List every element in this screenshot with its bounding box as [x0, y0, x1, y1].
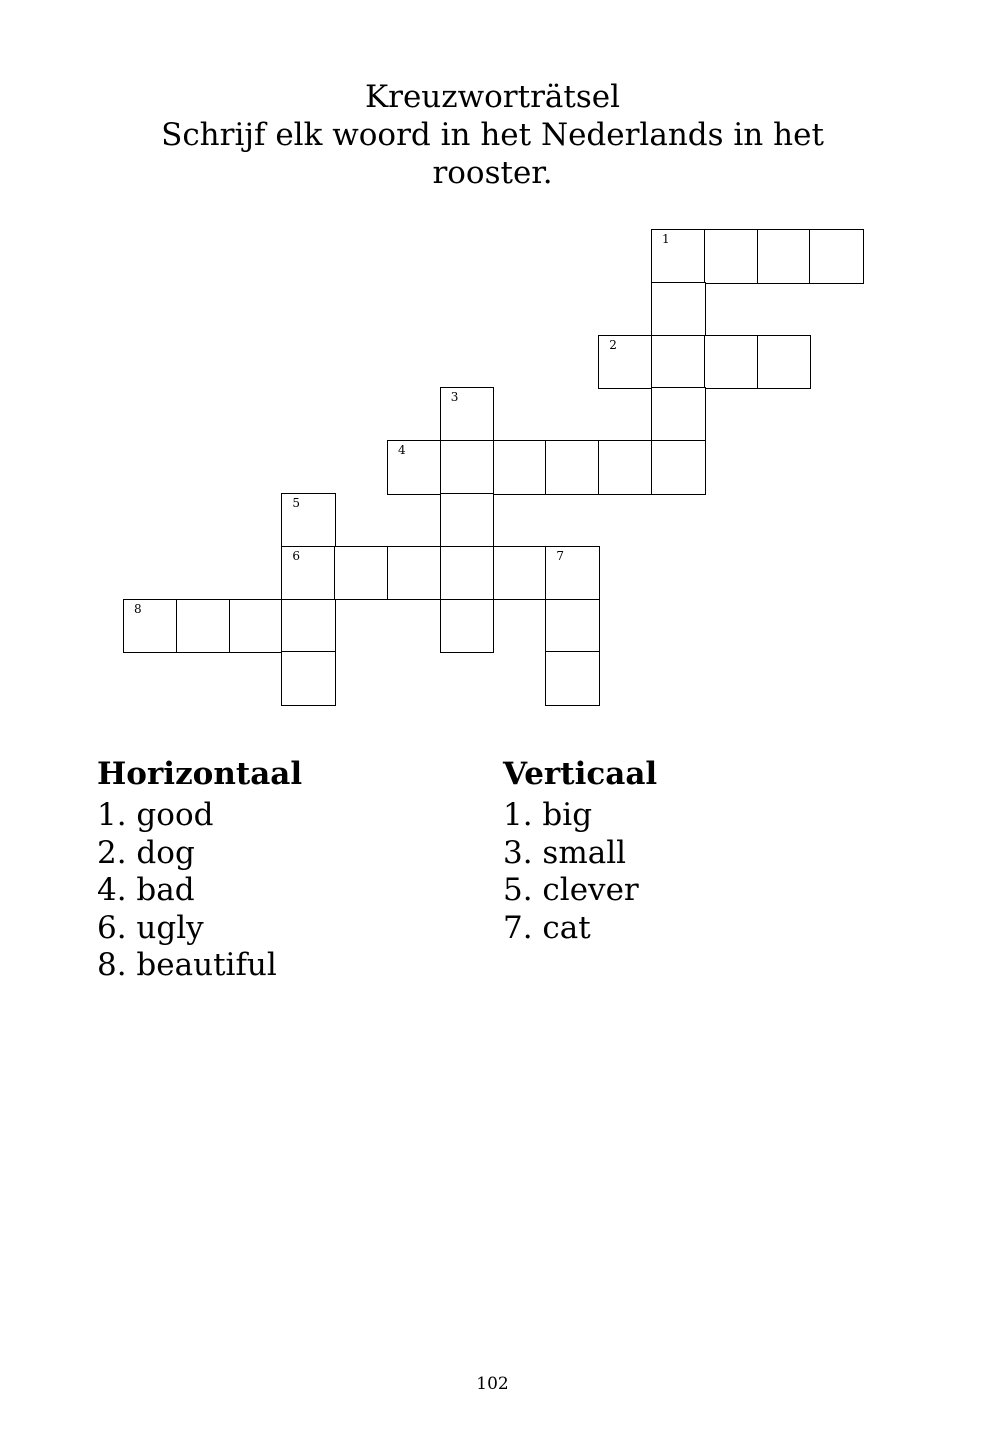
clue-number: 2	[609, 337, 617, 352]
grid-cell[interactable]	[651, 335, 706, 390]
page-title: Kreuzworträtsel	[364, 79, 621, 115]
grid-cell[interactable]	[651, 387, 706, 442]
instruction-line-1: Schrijf elk woord in het Nederlands in het	[161, 117, 824, 153]
down-clues	[503, 755, 657, 947]
grid-cell[interactable]	[545, 440, 600, 495]
grid-cell[interactable]	[598, 335, 653, 390]
grid-cell[interactable]	[281, 599, 336, 654]
grid-cell[interactable]	[598, 440, 653, 495]
grid-cell[interactable]	[281, 493, 336, 548]
grid-cell[interactable]	[176, 599, 231, 654]
grid-cell[interactable]	[809, 229, 864, 284]
clue-number: 4	[398, 443, 406, 458]
grid-cell[interactable]	[493, 546, 548, 601]
down-clue: 1. big	[503, 797, 593, 833]
down-clue: 7. cat	[503, 909, 591, 946]
grid-cell[interactable]	[334, 546, 389, 601]
page-number: 102	[476, 1374, 509, 1394]
clue-number: 1	[662, 232, 670, 246]
clue-number: 7	[556, 548, 565, 563]
down-heading: Verticaal	[503, 756, 658, 792]
grid-cell[interactable]	[281, 546, 336, 601]
grid-cell[interactable]	[281, 651, 336, 706]
grid-cell[interactable]	[704, 335, 759, 390]
grid-cell[interactable]	[440, 493, 495, 548]
down-clue: 5. clever	[503, 872, 639, 908]
grid-cell[interactable]	[651, 229, 706, 284]
instruction-line-2: rooster.	[432, 155, 553, 191]
grid-cell[interactable]	[387, 546, 442, 601]
across-clues	[97, 755, 302, 985]
across-clue: 8. beautiful	[97, 947, 277, 983]
grid-cell[interactable]	[387, 440, 442, 495]
grid-cell[interactable]	[440, 440, 495, 495]
grid-cell[interactable]	[757, 229, 812, 284]
grid-cell[interactable]	[545, 651, 600, 706]
grid-cell[interactable]	[440, 387, 495, 442]
grid-cell[interactable]	[704, 229, 759, 284]
across-heading: Horizontaal	[97, 756, 303, 792]
grid-cell[interactable]	[440, 599, 495, 654]
clue-number: 6	[292, 548, 301, 563]
clue-number: 3	[450, 390, 459, 405]
grid-cell[interactable]	[440, 546, 495, 601]
across-clue: 6. ugly	[97, 909, 204, 946]
across-clue: 2. dog	[97, 834, 195, 871]
grid-cell[interactable]	[651, 440, 706, 495]
grid-cell[interactable]	[123, 599, 178, 654]
across-clue: 4. bad	[97, 872, 195, 908]
clue-number: 8	[134, 601, 142, 616]
grid-cell[interactable]	[545, 599, 600, 654]
grid-cell[interactable]	[757, 335, 812, 390]
grid-cell[interactable]	[651, 282, 706, 337]
across-clue: 1. good	[97, 797, 214, 833]
grid-cell[interactable]	[545, 546, 600, 601]
down-clue: 3. small	[503, 834, 627, 871]
grid-cell[interactable]	[493, 440, 548, 495]
clue-number: 5	[292, 496, 301, 510]
grid-cell[interactable]	[229, 599, 284, 654]
